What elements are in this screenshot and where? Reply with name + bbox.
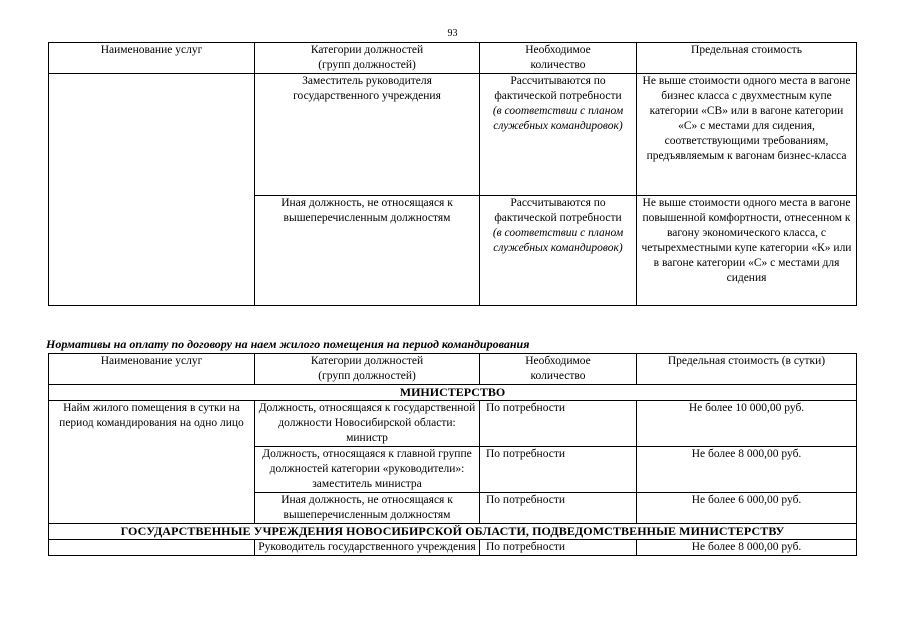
limit-cell: Не выше стоимости одного места в вагоне повышенной комфортности, отнесенном к вагону экономического класса, с четырехместными купе категории «К» или в вагоне категории «С» с местами для сидения: [637, 196, 857, 306]
quantity-cell: [480, 196, 637, 306]
column-header-quantity: Необходимое количество: [480, 354, 637, 385]
category-cell: Должность, относящаяся к государственной должности Новосибирской области: министр: [255, 401, 480, 447]
column-header-categories: Категории должностей (групп должностей): [255, 354, 480, 385]
table-row: [49, 540, 857, 556]
quantity-note: (в соответствии с планом служебных командировок): [492, 105, 624, 132]
section-band-ministry: [49, 385, 857, 401]
quantity-cell: По потребности: [480, 447, 637, 493]
limit-cell: Не выше стоимости одного места в вагоне бизнес класса с двухместным купе категории «СВ» или в вагоне категории «С» с местами для сидения, соответствующими требованиям, предъявляемым к вагонам бизнес-класса: [637, 74, 857, 196]
category-cell: Должность, относящаяся к главной группе должностей категории «руководители»: заместитель министра: [255, 447, 480, 493]
quantity-note: (в соответствии с планом служебных командировок): [492, 227, 624, 254]
category-cell: Заместитель руководителя государственного учреждения: [255, 74, 480, 196]
service-cell: Найм жилого помещения в сутки на период командирования на одно лицо: [49, 401, 255, 524]
band-label: ГОСУДАРСТВЕННЫЕ УЧРЕЖДЕНИЯ НОВОСИБИРСКОЙ ОБЛАСТИ, ПОДВЕДОМСТВЕННЫЕ МИНИСТЕРСТВУ: [49, 524, 857, 540]
quantity-cell: [480, 74, 637, 196]
category-cell: Иная должность, не относящаяся к вышеперечисленным должностям: [255, 196, 480, 306]
category-cell: Иная должность, не относящаяся к вышеперечисленным должностям: [255, 493, 480, 524]
quantity-text: Рассчитываются по фактической потребности: [494, 197, 622, 224]
quantity-cell: По потребности: [480, 401, 637, 447]
quantity-cell: По потребности: [480, 493, 637, 524]
band-label: МИНИСТЕРСТВО: [49, 385, 857, 401]
page-number: 93: [447, 28, 458, 39]
column-header-categories: Категории должностей (групп должностей): [255, 43, 480, 74]
category-cell: Руководитель государственного учреждения: [255, 540, 480, 556]
service-cell: [49, 74, 255, 306]
column-header-limit: Предельная стоимость: [637, 43, 857, 74]
limit-cell: Не более 8 000,00 руб.: [637, 540, 857, 556]
table-header-row: [49, 354, 857, 385]
column-header-services: Наименование услуг: [49, 43, 255, 74]
rail-travel-norms-table: [48, 42, 857, 306]
limit-cell: Не более 8 000,00 руб.: [637, 447, 857, 493]
service-cell: [49, 540, 255, 556]
section-band-institutions: [49, 524, 857, 540]
table-header-row: [49, 43, 857, 74]
section-title: Нормативы на оплату по договору на наем жилого помещения на период командирования: [46, 337, 530, 351]
table-row: [49, 74, 857, 196]
column-header-services: Наименование услуг: [49, 354, 255, 385]
lodging-norms-table: [48, 353, 857, 556]
column-header-limit: Предельная стоимость (в сутки): [637, 354, 857, 385]
quantity-text: Рассчитываются по фактической потребности: [494, 75, 622, 102]
limit-cell: Не более 6 000,00 руб.: [637, 493, 857, 524]
column-header-quantity: Необходимое количество: [480, 43, 637, 74]
quantity-cell: По потребности: [480, 540, 637, 556]
table-row: [49, 401, 857, 447]
limit-cell: Не более 10 000,00 руб.: [637, 401, 857, 447]
